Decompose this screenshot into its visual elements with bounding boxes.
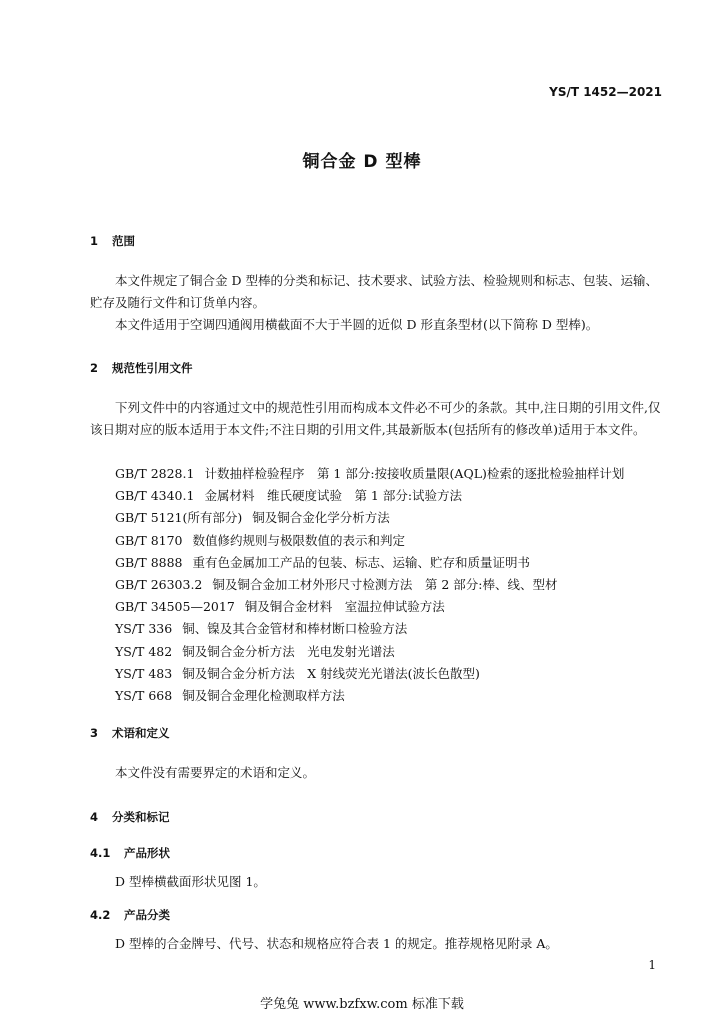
- section-number: 4: [90, 810, 99, 824]
- reference-item: [115, 663, 624, 685]
- reference-item: [115, 507, 624, 529]
- reference-list: [115, 463, 624, 707]
- reference-title: 铜及铜合金化学分析方法: [252, 510, 390, 526]
- reference-code: GB/T 4340.1: [115, 488, 195, 504]
- reference-item: [115, 685, 624, 707]
- section-number: 3: [90, 726, 99, 740]
- section-1-heading: [90, 233, 135, 249]
- reference-item: [115, 596, 624, 618]
- subsection-title: 产品分类: [124, 908, 171, 922]
- section-title: 范围: [112, 234, 136, 248]
- reference-code: GB/T 26303.2: [115, 577, 203, 593]
- section-title: 术语和定义: [112, 726, 170, 740]
- section-title: 分类和标记: [112, 810, 170, 824]
- footer-watermark: 学兔兔 www.bzfxw.com 标准下载: [260, 997, 464, 1012]
- reference-code: YS/T 482: [115, 643, 173, 659]
- reference-item: [115, 641, 624, 663]
- reference-item: [115, 485, 624, 507]
- reference-code: YS/T 336: [115, 621, 173, 637]
- reference-code: GB/T 8888: [115, 554, 183, 570]
- reference-title: 铜、镍及其合金管材和棒材断口检验方法: [182, 621, 408, 637]
- subsection-4-1-heading: [90, 845, 170, 861]
- reference-title: 铜及铜合金理化检测取样方法: [182, 688, 345, 704]
- reference-title: 重有色金属加工产品的包装、标志、运输、贮存和质量证明书: [192, 554, 531, 570]
- section-3-heading: [90, 725, 170, 741]
- section-number: 2: [90, 361, 99, 375]
- subsection-number: 4.2: [90, 908, 111, 922]
- section-number: 1: [90, 234, 99, 248]
- reference-title: 数值修约规则与极限数值的表示和判定: [192, 532, 406, 548]
- reference-item: [115, 552, 624, 574]
- standard-number: YS/T 1452—2021: [549, 85, 662, 99]
- reference-title: 计数抽样检验程序 第 1 部分:按接收质量限(AQL)检索的逐批检验抽样计划: [204, 466, 625, 481]
- reference-item: [115, 463, 624, 485]
- section-title: 规范性引用文件: [112, 361, 193, 375]
- reference-title: 铜及铜合金分析方法 光电发射光谱法: [182, 643, 395, 659]
- reference-code: GB/T 8170: [115, 532, 183, 548]
- paragraph: 本文件适用于空调四通阀用横截面不大于半圆的近似 D 形直条型材(以下简称 D 型棒)。: [115, 317, 599, 332]
- subsection-number: 4.1: [90, 846, 111, 860]
- paragraph: 本文件规定了铜合金 D 型棒的分类和标记、技术要求、试验方法、检验规则和标志、包装、运输、贮存及随行文件和订货单内容。: [90, 273, 658, 310]
- reference-title: 铜及铜合金分析方法 X 射线荧光光谱法(波长色散型): [182, 665, 480, 681]
- reference-code: GB/T 5121(所有部分): [115, 510, 243, 526]
- section-4-heading: [90, 809, 170, 825]
- paragraph: D 型棒横截面形状见图 1。: [115, 874, 266, 889]
- reference-item: [115, 618, 624, 640]
- reference-code: GB/T 2828.1: [115, 466, 195, 481]
- section-2-heading: [90, 360, 193, 376]
- reference-code: YS/T 483: [115, 665, 173, 681]
- reference-item: [115, 574, 624, 596]
- document-title: 铜合金 D 型棒: [302, 152, 422, 172]
- paragraph: 下列文件中的内容通过文中的规范性引用而构成本文件必不可少的条款。其中,注日期的引用文件,仅该日期对应的版本适用于本文件;不注日期的引用文件,其最新版本(包括所有的修改单)适用于本文件。: [90, 400, 661, 437]
- reference-code: GB/T 34505—2017: [115, 599, 235, 615]
- reference-title: 铜及铜合金加工材外形尺寸检测方法 第 2 部分:棒、线、型材: [212, 577, 558, 593]
- paragraph: D 型棒的合金牌号、代号、状态和规格应符合表 1 的规定。推荐规格见附录 A。: [115, 936, 558, 951]
- paragraph: 本文件没有需要界定的术语和定义。: [115, 765, 316, 780]
- reference-title: 铜及铜合金材料 室温拉伸试验方法: [244, 599, 445, 615]
- reference-title: 金属材料 维氏硬度试验 第 1 部分:试验方法: [204, 488, 463, 504]
- reference-code: YS/T 668: [115, 688, 173, 704]
- subsection-title: 产品形状: [124, 846, 171, 860]
- page-number: 1: [648, 958, 656, 972]
- subsection-4-2-heading: [90, 907, 170, 923]
- reference-item: [115, 530, 624, 552]
